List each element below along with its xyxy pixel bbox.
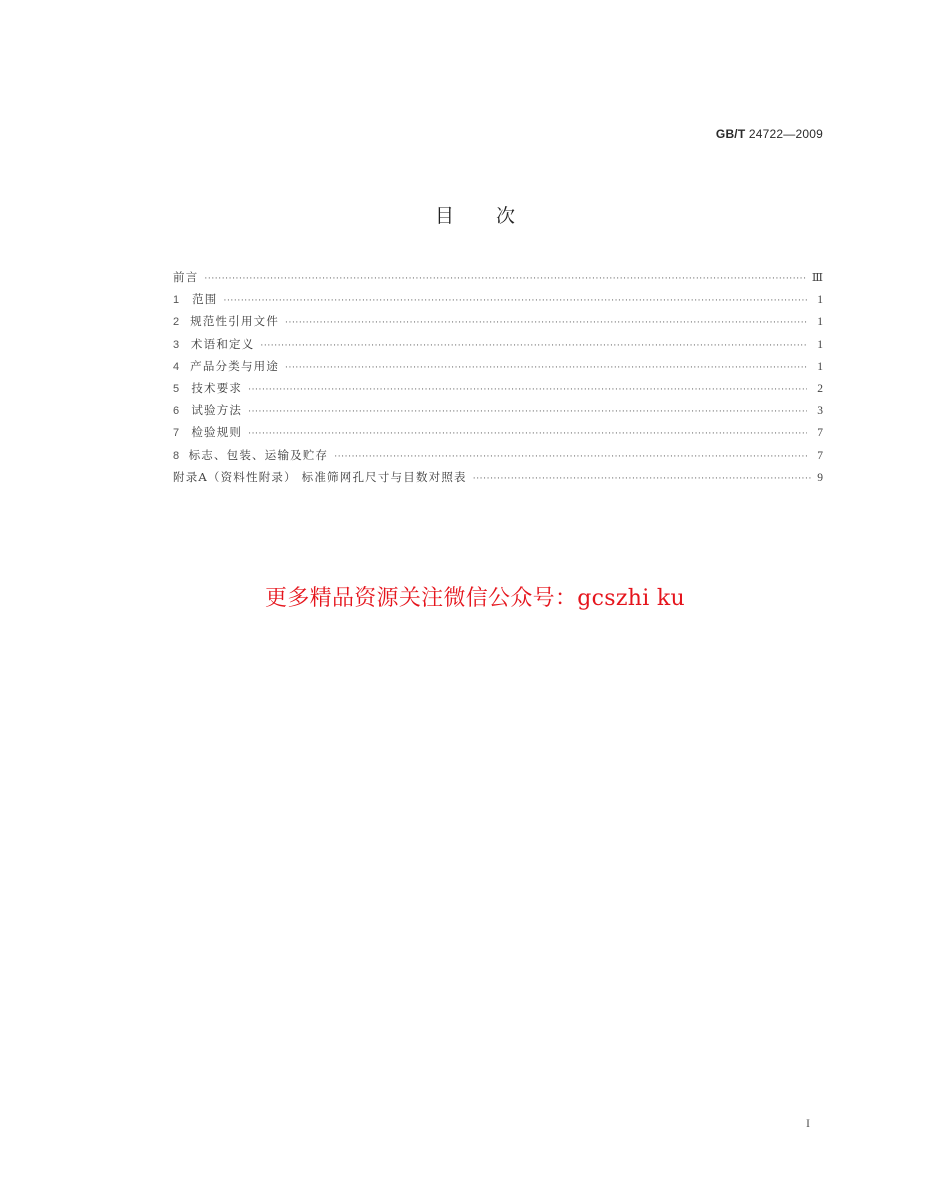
toc-entry-annex-a[interactable] (173, 466, 823, 488)
toc-entry-label: 术语和定义 (190, 336, 255, 351)
page-number: I (806, 1116, 810, 1130)
toc-dot-leader (204, 268, 806, 290)
toc-dot-leader (248, 379, 807, 401)
toc-entry-number: 2 (173, 316, 180, 329)
standard-number (716, 127, 823, 141)
toc-entry-label: 附录A（资料性附录） 标准筛网孔尺寸与目数对照表 (173, 469, 467, 484)
toc-entry-inspection-rules[interactable] (173, 421, 823, 443)
toc-entry-page: 2 (817, 382, 823, 395)
toc-entry-normative-references[interactable] (173, 310, 823, 332)
toc-entry-page: 1 (817, 316, 823, 329)
toc-entry-test-methods[interactable] (173, 399, 823, 421)
standard-code: 24722—2009 (748, 127, 823, 141)
toc-entry-foreword[interactable] (173, 266, 823, 288)
toc-dot-leader (224, 290, 807, 312)
toc-entry-page: Ⅲ (811, 272, 823, 284)
toc-entry-page: 7 (817, 427, 823, 440)
toc-entry-number: 5 (173, 382, 180, 395)
toc-entry-label: 标志、包装、运输及贮存 (188, 447, 329, 462)
toc-dot-leader (248, 423, 807, 445)
toc-entry-page: 1 (817, 294, 823, 307)
promo-watermark-text: 更多精品资源关注微信公众号：gcszhi ku (265, 586, 685, 611)
toc-entry-marking-packaging[interactable] (173, 444, 823, 466)
toc-dot-leader (260, 335, 807, 357)
toc-entry-label: 试验方法 (191, 403, 243, 418)
toc-entry-classification[interactable] (173, 355, 823, 377)
toc-entry-page: 9 (817, 471, 823, 484)
toc-entry-label: 产品分类与用途 (190, 358, 280, 373)
toc-dot-leader (285, 357, 808, 379)
toc-entry-scope[interactable] (173, 288, 823, 310)
toc-entry-number: 1 (173, 294, 180, 307)
toc-entry-label: 范围 (192, 292, 218, 307)
toc-entry-page: 1 (817, 338, 823, 351)
toc-entry-label: 规范性引用文件 (190, 314, 280, 329)
toc-dot-leader (473, 468, 812, 490)
toc-entry-page: 7 (817, 449, 824, 462)
toc-entry-page: 1 (817, 360, 823, 373)
toc-entry-label: 检验规则 (191, 425, 243, 440)
toc-entry-number: 7 (173, 427, 180, 440)
toc-dot-leader (248, 401, 807, 423)
table-of-contents (173, 266, 823, 488)
toc-entry-page: 3 (817, 405, 823, 418)
toc-dot-leader (334, 446, 809, 468)
standard-prefix: GB/T (715, 127, 746, 141)
toc-dot-leader (285, 312, 808, 334)
toc-entry-label: 前言 (173, 270, 199, 284)
toc-entry-technical-requirements[interactable] (173, 377, 823, 399)
toc-entry-number: 3 (173, 338, 180, 351)
toc-entry-number: 4 (173, 360, 180, 373)
toc-entry-terms-definitions[interactable] (173, 333, 823, 355)
toc-entry-number: 8 (173, 449, 180, 462)
toc-entry-label: 技术要求 (191, 380, 243, 395)
toc-entry-number: 6 (173, 405, 180, 418)
toc-title: 目次 (434, 205, 557, 227)
